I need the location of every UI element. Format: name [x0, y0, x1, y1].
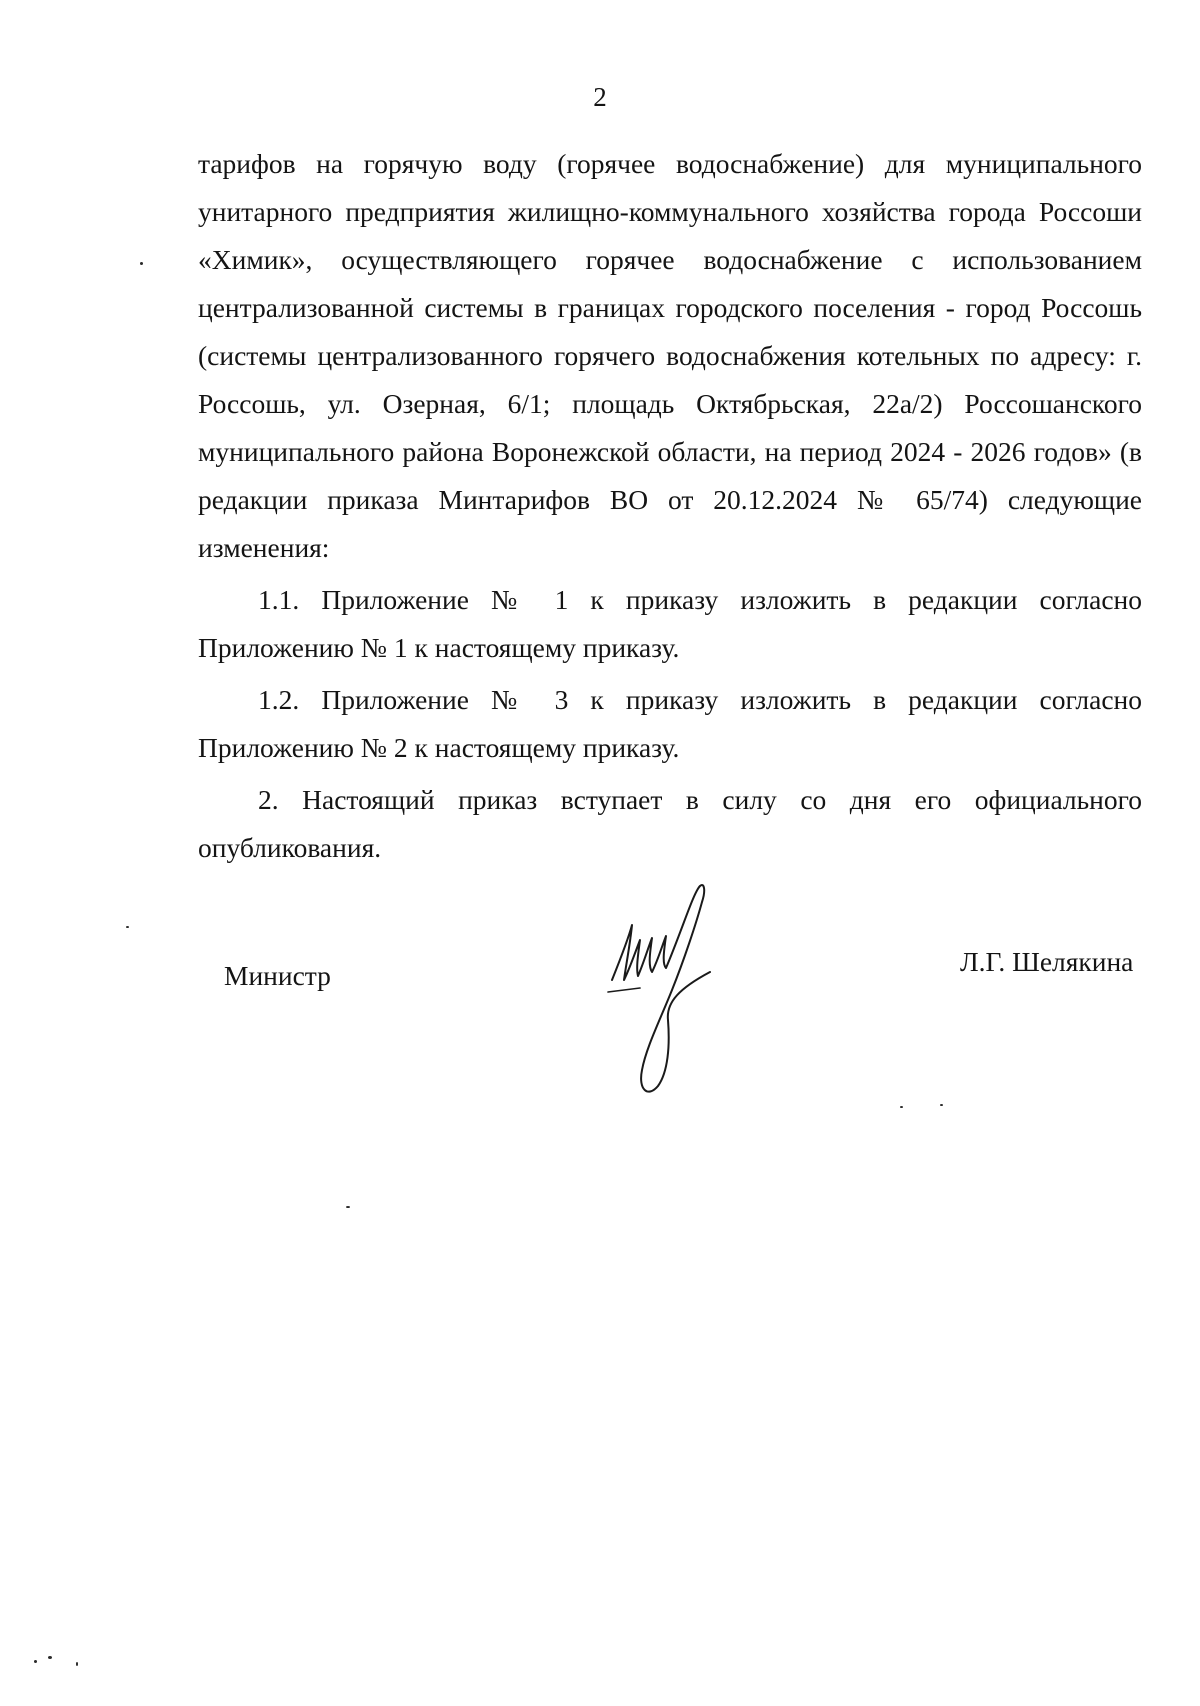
- paragraph-continuation: тарифов на горячую воду (горячее водоснабжение) для муниципального унитарного предприятия жилищно-коммунального хозяйства города Россоши «Химик», осуществляющего горячее водоснабжение с использованием централизованной системы в границах городского поселения - город Россошь (системы централизованного горячего водоснабжения котельных по адресу: г. Россошь, ул. Озерная, 6/1; площадь Октябрьская, 22а/2) Россошанского муниципального района Воронежской области, на период 2024 - 2026 годов» (в редакции приказа Минтарифов ВО от 20.12.2024 № 65/74) следующие изменения:: [198, 148, 1142, 563]
- paragraph-item-1-1: 1.1. Приложение № 1 к приказу изложить в редакции согласно Приложению № 1 к настоящему приказу.: [198, 584, 1142, 663]
- document-body: [198, 140, 1142, 872]
- scan-speck: [126, 926, 129, 928]
- scan-speck: [346, 1206, 350, 1208]
- scan-speck: [48, 1656, 52, 1659]
- scan-speck: [940, 1104, 943, 1106]
- paragraph-item-1-2: 1.2. Приложение № 3 к приказу изложить в редакции согласно Приложению № 2 к настоящему приказу.: [198, 684, 1142, 763]
- scan-speck: [34, 1660, 37, 1663]
- signer-name: Л.Г. Шелякина: [960, 946, 1134, 977]
- scan-speck: [900, 1106, 903, 1108]
- signer-position: Министр: [224, 960, 331, 991]
- page-number: 2: [593, 82, 607, 112]
- scan-speck: [76, 1662, 78, 1666]
- scan-speck: [140, 262, 143, 265]
- paragraph-item-2: 2. Настоящий приказ вступает в силу со дня его официального опубликования.: [198, 784, 1142, 863]
- handwritten-signature: [600, 880, 740, 1100]
